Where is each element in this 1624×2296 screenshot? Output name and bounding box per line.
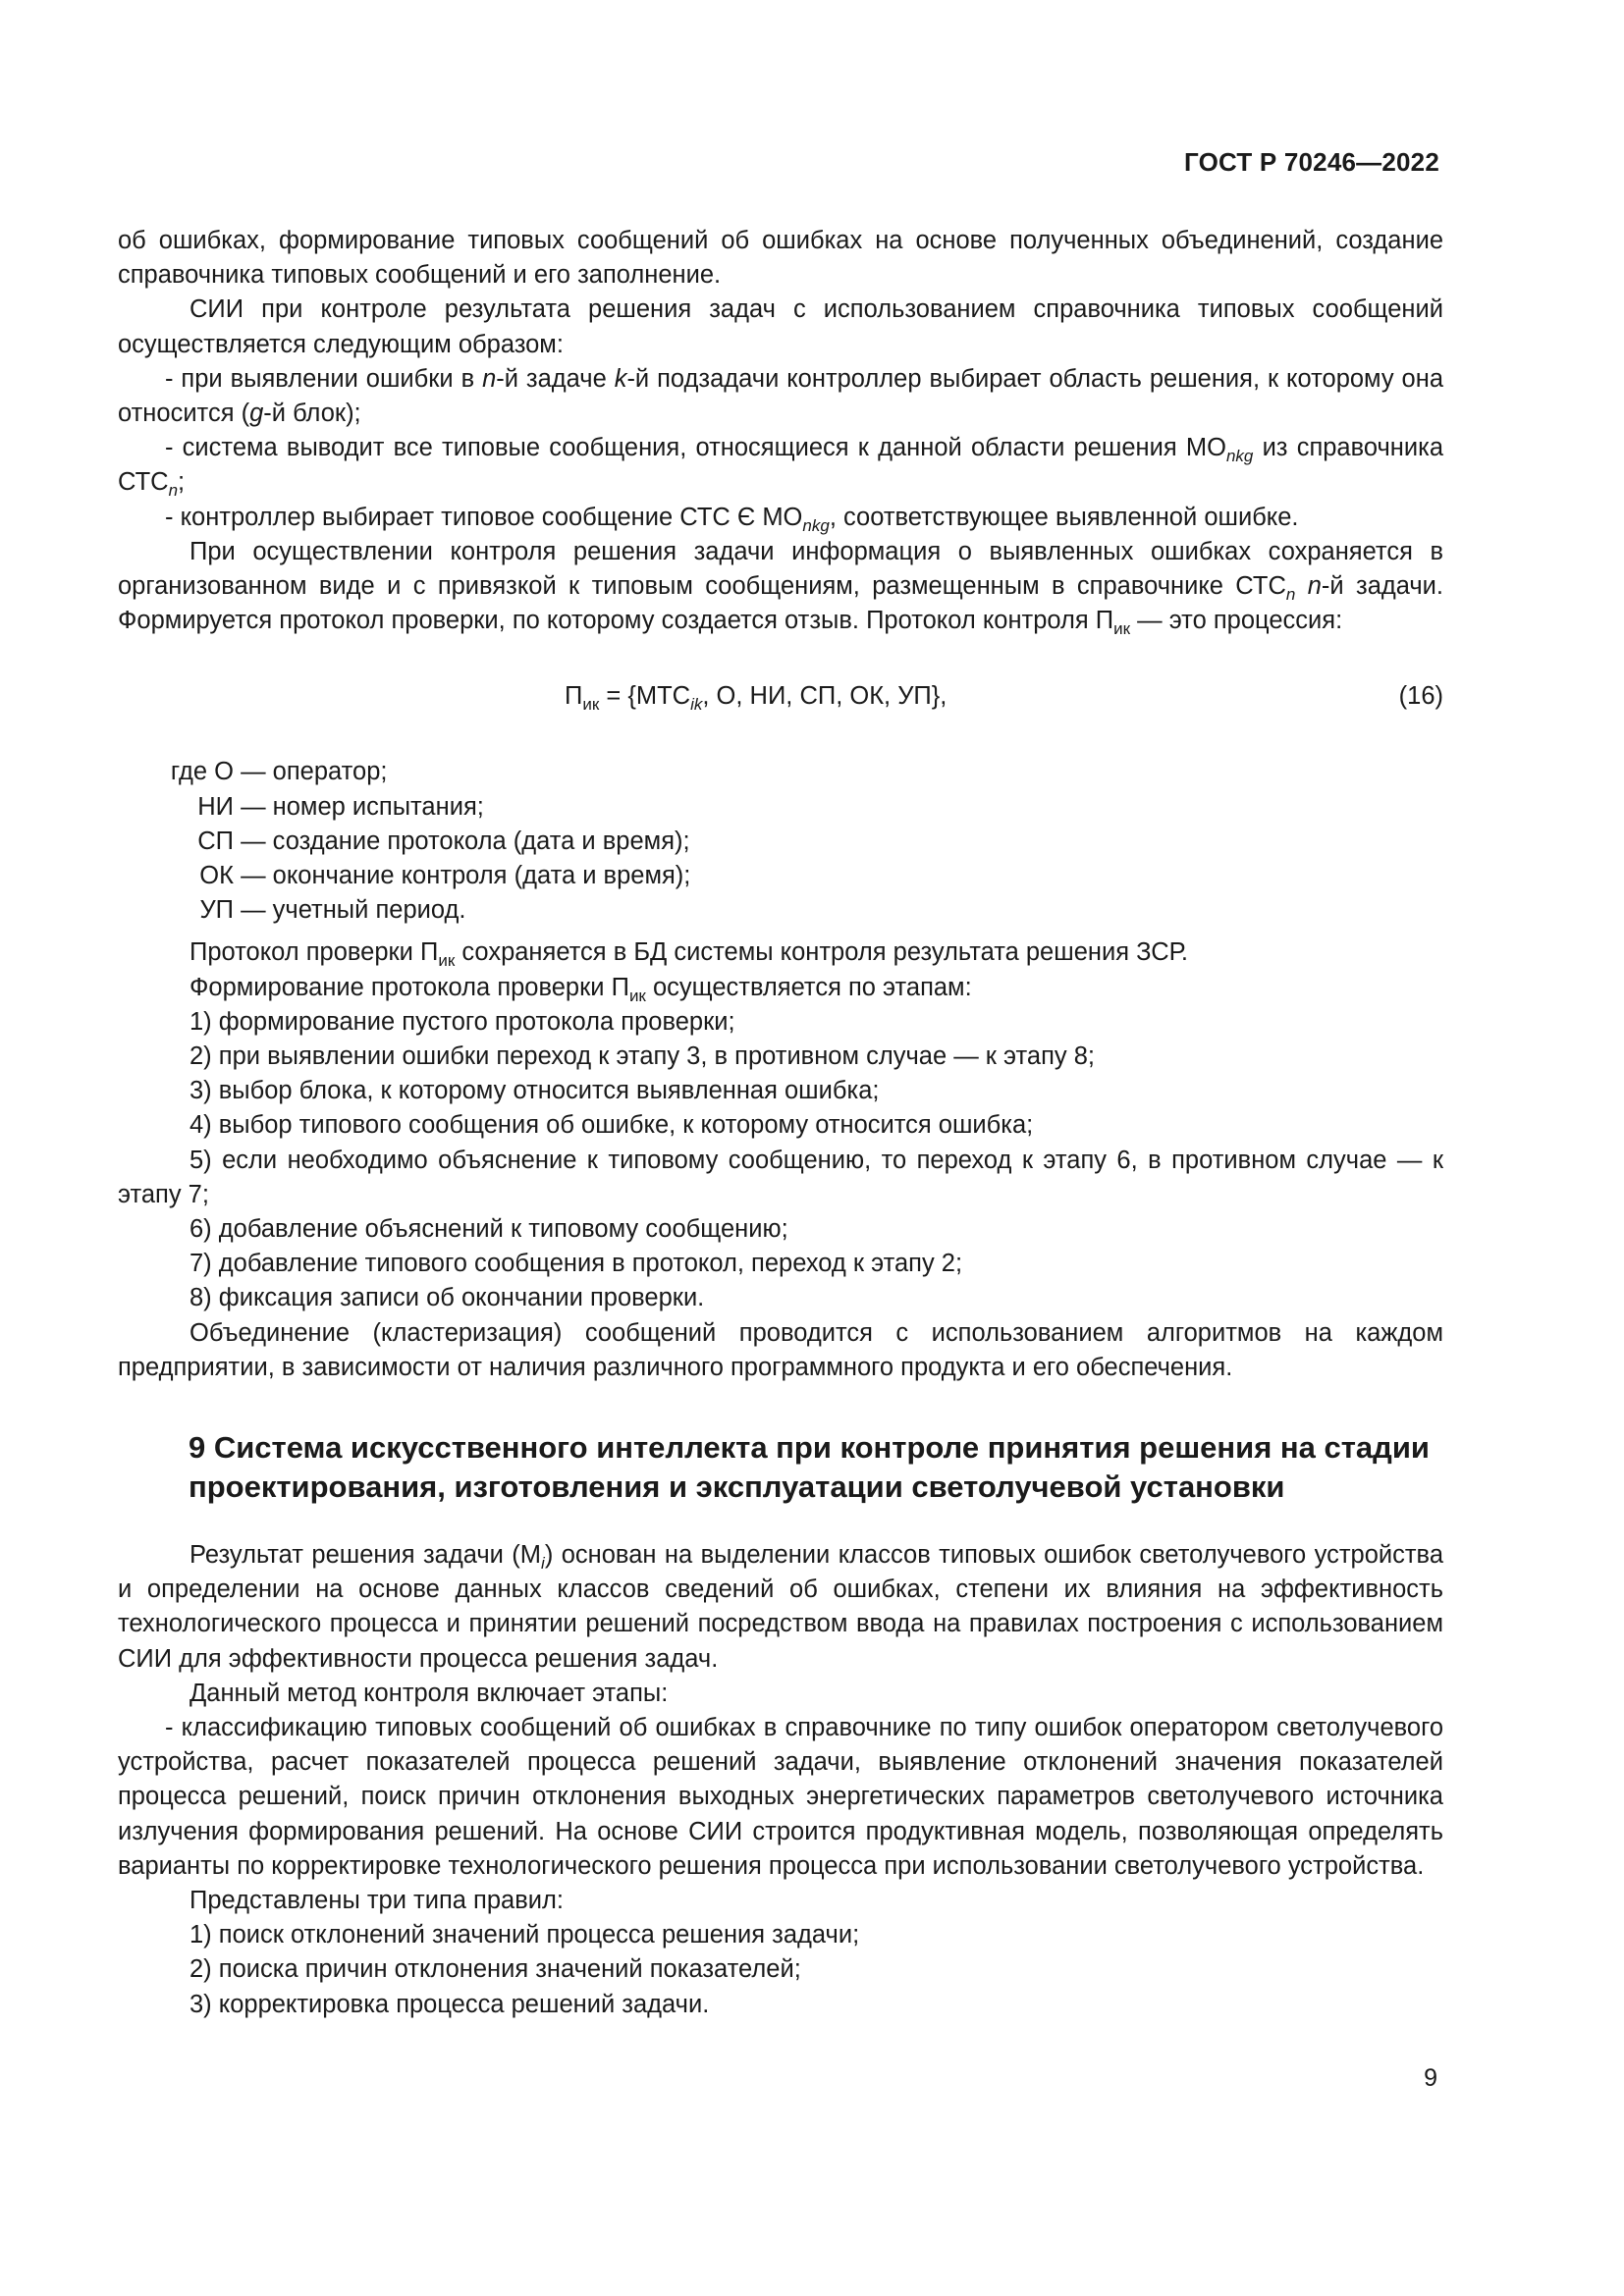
formula-16	[118, 679, 1443, 714]
paragraph-rule-types: Представлены три типа правил:	[189, 1887, 564, 1915]
step-item: 3) выбор блока, к которому относится выявленная ошибка;	[189, 1077, 880, 1105]
definition-term: где О	[170, 758, 234, 786]
paragraph-sii-control: СИИ при контроле результата решения задач с использованием справочника типовых сообщений осуществляется следующим образом:	[118, 295, 1443, 358]
definition-term: НИ	[197, 792, 234, 821]
page-content	[118, 224, 1443, 2022]
definition-term: ОК	[199, 862, 234, 889]
paragraph-method-stages: Данный метод контроля включает этапы:	[189, 1679, 669, 1707]
rule-item: 3) корректировка процесса решений задачи.	[189, 1990, 710, 2018]
bullet-error-detection: - при выявлении ошибки в n-й задаче k-й подзадачи контроллер выбирает область решения, к которому она относится (g-й блок);	[118, 364, 1443, 428]
definition-row	[118, 893, 1443, 928]
bullet-controller-selects: - контроллер выбирает типовое сообщение СТС Є $МО_{nkg}$, соответствующее выявленной ошибке.	[165, 503, 1299, 535]
paragraph-result: Результат решения задачи $(М_i)$ основан на выделении классов типовых ошибок светолучевого устройства и определении на основе данных классов сведений об ошибках, степени их влияния на эффективность технологического процесса и принятии решений посредством ввода на правилах построения с использованием СИИ для эффективности процесса решения задач.	[118, 1541, 1444, 1673]
definition-term: УП	[199, 896, 234, 925]
definition-row	[118, 790, 1443, 825]
definition-desc: — создание протокола (дата и время);	[234, 827, 690, 855]
formula-number: (16)	[1398, 682, 1443, 711]
bullet-system-outputs: - система выводит все типовые сообщения, относящиеся к данной области решения $МО_{nkg}$ из справочника $СТС_n$;	[118, 434, 1444, 501]
definition-desc: — оператор;	[234, 758, 388, 786]
rule-item: 1) поиск отклонений значений процесса решения задачи;	[189, 1921, 860, 1949]
definition-desc: — учетный период.	[234, 896, 466, 925]
step-item: 2) при выявлении ошибки переход к этапу 3, в противном случае — к этапу 8;	[189, 1041, 1095, 1070]
paragraph-protocol-saved: Протокол проверки $П_{ик}$ сохраняется в БД системы контроля результата решения ЗСР.	[189, 938, 1188, 971]
document-code-header: ГОСТ Р 70246—2022	[1184, 147, 1439, 177]
section-9-heading: 9 Система искусственного интеллекта при контроле принятия решения на стадии проектирования, изготовления и эксплуатации светолучевой установки	[189, 1430, 1430, 1505]
paragraph-protocol: При осуществлении контроля решения задачи информация о выявленных ошибках сохраняется в организованном виде и с привязкой к типовым сообщениям, размещенным в справочнике $СТС_n$ n-й задачи. Формируется протокол проверки, по которому создается отзыв. Протокол контроля $П_{ик}$ — это процессия:	[118, 537, 1443, 639]
paragraph-continuation: об ошибках, формирование типовых сообщений об ошибках на основе полученных объединений, создание справочника типовых сообщений и его заполнение.	[118, 227, 1443, 290]
paragraph-clustering: Объединение (кластеризация) сообщений проводится с использованием алгоритмов на каждом предприятии, в зависимости от наличия различного программного продукта и его обеспечения.	[118, 1318, 1443, 1381]
step-item: 1) формирование пустого протокола проверки;	[189, 1007, 735, 1036]
definitions-list	[118, 755, 1443, 928]
paragraph-protocol-stages: Формирование протокола проверки $П_{ик}$ осуществляется по этапам:	[189, 973, 972, 1005]
rule-item: 2) поиска причин отклонения значений показателей;	[189, 1955, 801, 1984]
definition-desc: — окончание контроля (дата и время);	[234, 862, 691, 889]
bullet-classification: - классификацию типовых сообщений об ошибках в справочнике по типу ошибок оператором светолучевого устройства, расчет показателей процесса решений задачи, выявление отклонений значения показателей процесса решений, поиск причин отклонения выходных энергетических параметров светолучевого источника излучения формирования решений. На основе СИИ строится продуктивная модель, позволяющая определять варианты по корректировке технологического решения процесса при использовании светолучевого устройства.	[118, 1714, 1443, 1880]
page-number: 9	[1424, 2064, 1437, 2092]
step-item: 4) выбор типового сообщения об ошибке, к которому относится ошибка;	[189, 1111, 1034, 1140]
definition-desc: — номер испытания;	[234, 792, 484, 821]
step-item: 7) добавление типового сообщения в протокол, переход к этапу 2;	[189, 1250, 963, 1278]
step-item: 5) если необходимо объяснение к типовому сообщению, то переход к этапу 6, в противном случае — к этапу 7;	[118, 1146, 1443, 1208]
definition-row	[118, 755, 1443, 789]
definition-row	[118, 825, 1443, 859]
definition-row	[118, 859, 1443, 893]
formula-expression: $П_{ик} = \{МТС_{ik}$, О, НИ, СП, ОК, УП},	[565, 682, 947, 715]
step-item: 6) добавление объяснений к типовому сообщению;	[189, 1215, 788, 1243]
step-item: 8) фиксация записи об окончании проверки.	[189, 1284, 705, 1312]
definition-term: СП	[197, 827, 234, 855]
